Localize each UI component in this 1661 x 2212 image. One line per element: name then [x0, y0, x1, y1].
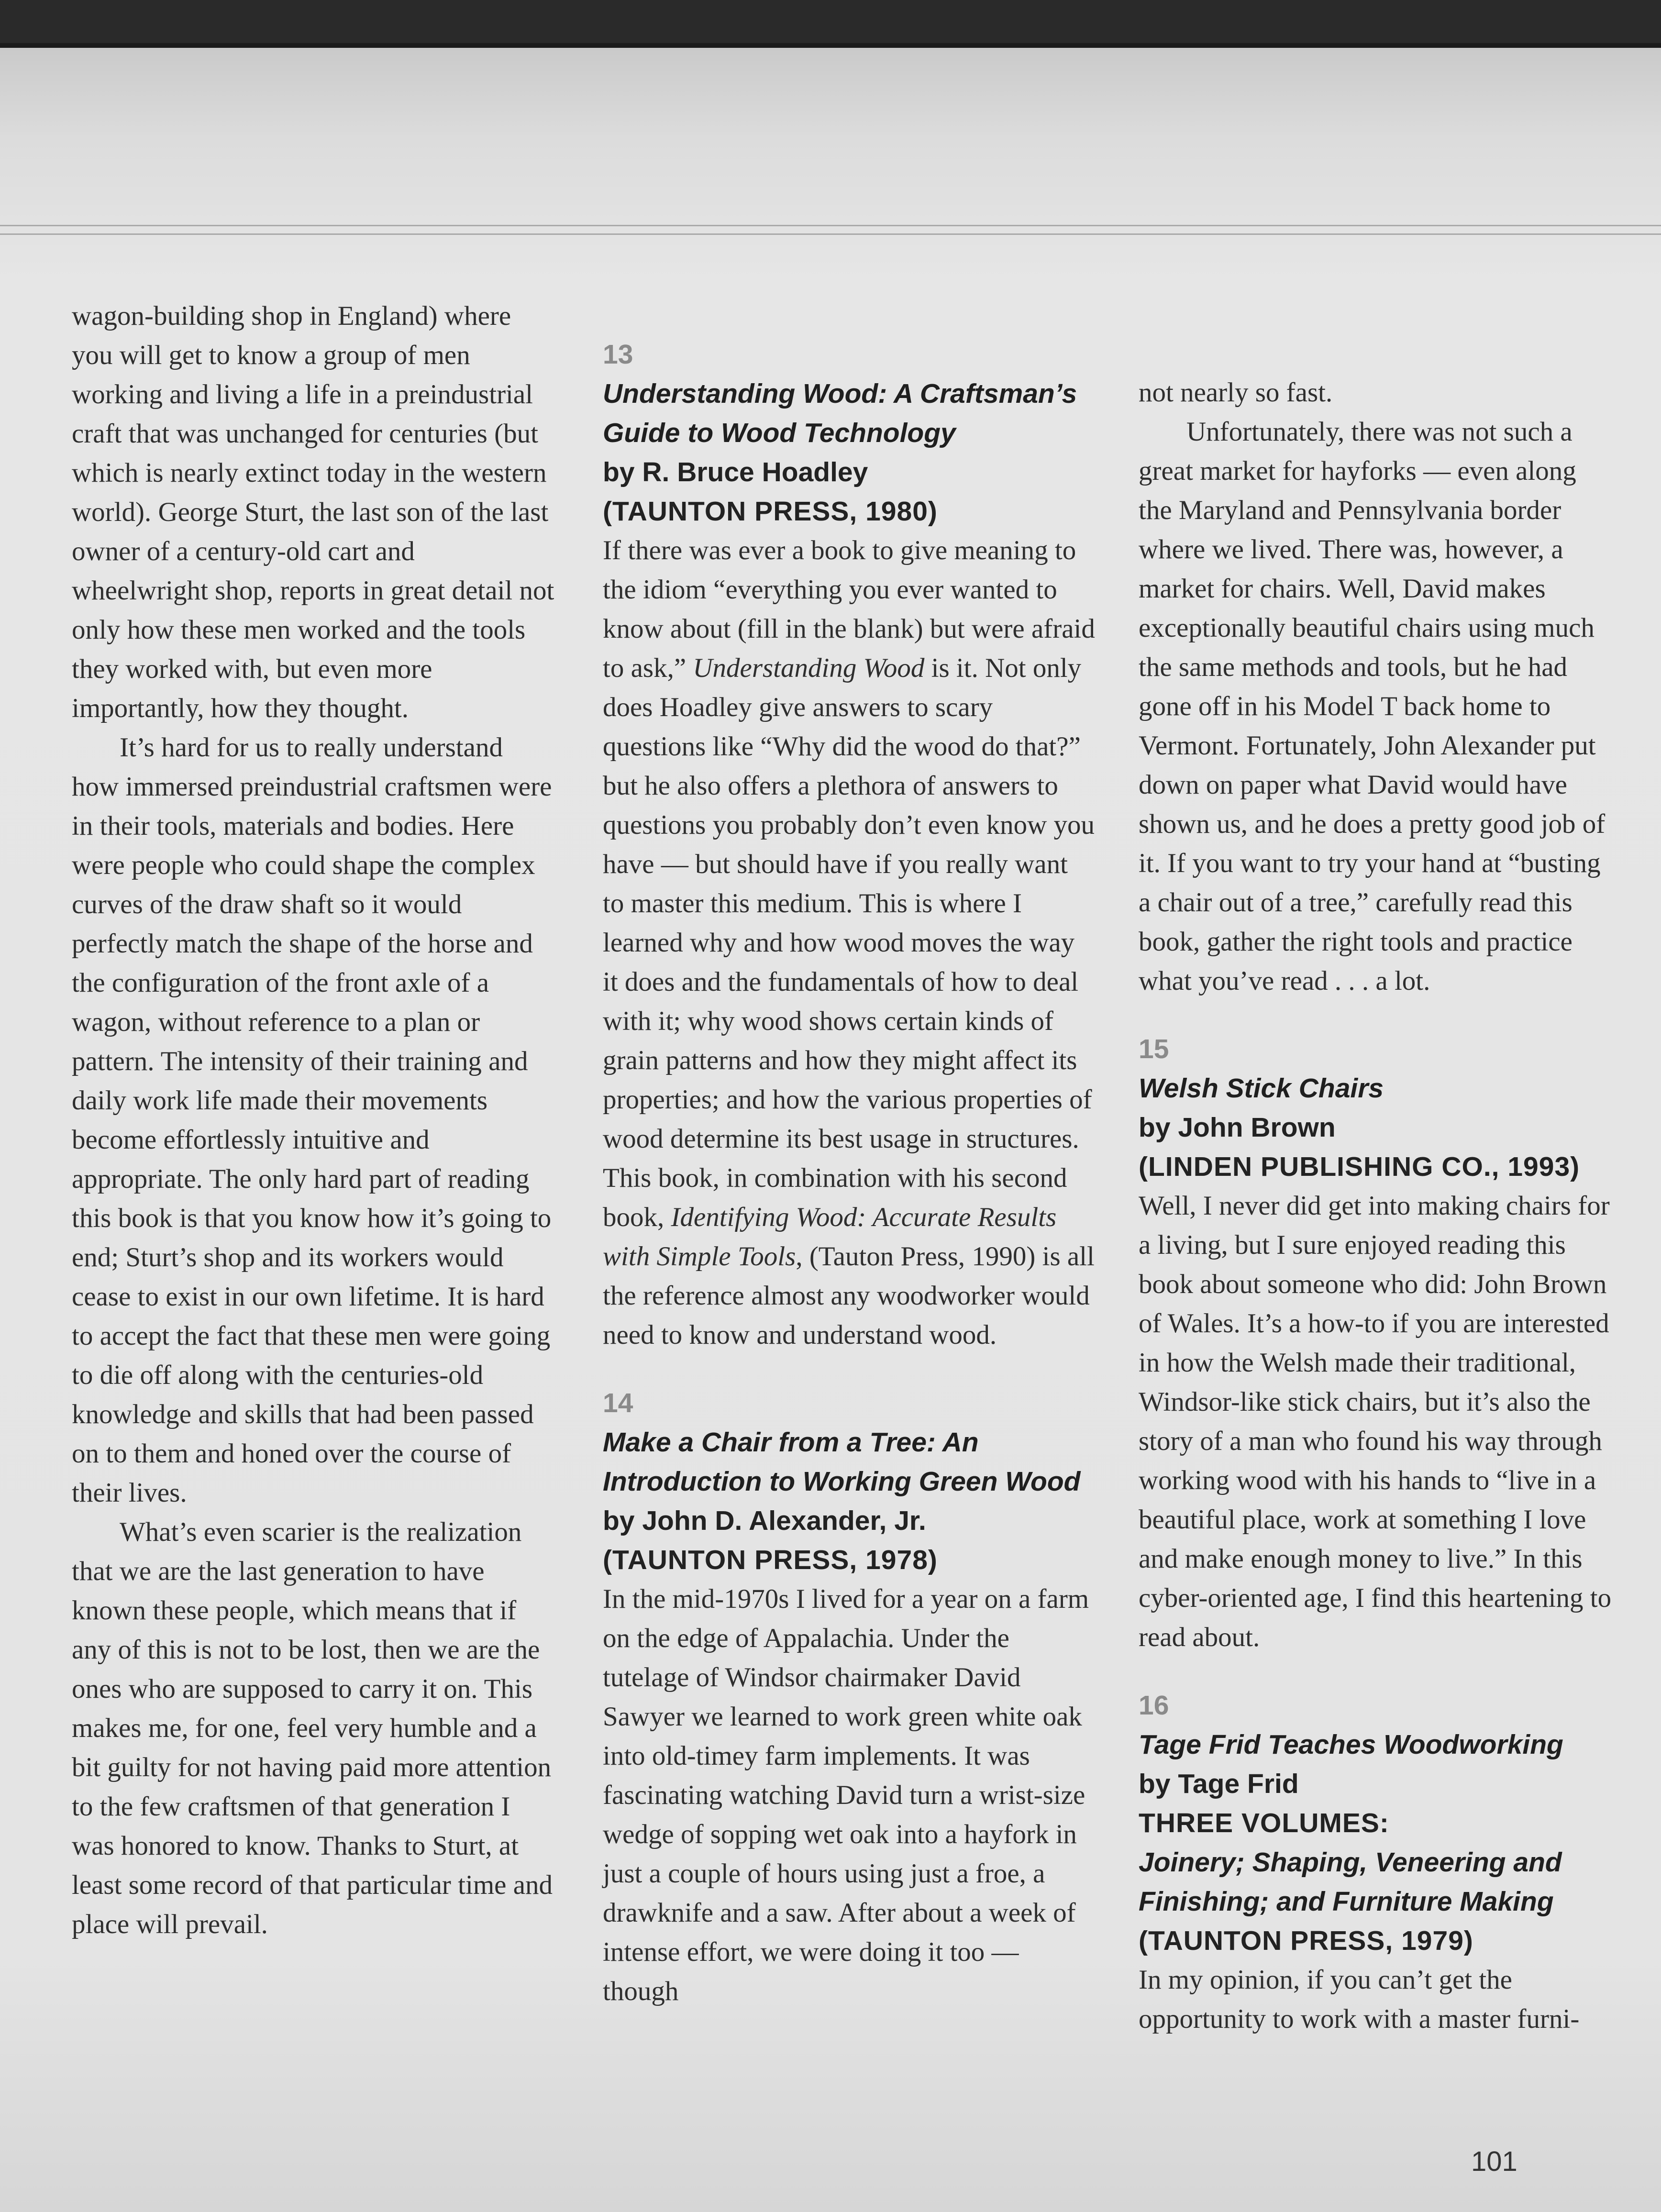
entry-body: not nearly so fast.	[1139, 377, 1333, 408]
entry-number: 14	[603, 1388, 633, 1418]
body-text: , (Tauton Press, 1990) is all the reference almost any woodworker would need to know and understand wood.	[603, 1241, 1095, 1350]
book-publisher: (TAUNTON PRESS, 1979)	[1139, 1925, 1473, 1956]
book-publisher: (LINDEN PUBLISHING CO., 1993)	[1139, 1151, 1580, 1182]
page-number: 101	[1471, 2146, 1517, 2177]
entry-number: 15	[1139, 1034, 1169, 1064]
book-publisher: (TAUNTON PRESS, 1978)	[603, 1545, 938, 1575]
book-entry-14	[603, 1383, 1096, 2011]
column-3	[1139, 373, 1612, 2068]
paragraph: It’s hard for us to really understand how immersed preindustrial craftsmen were in their tools, materials and bodies. Here were people who could shape the complex curves of the draw shaft so it would perfectly match the shape of the horse and the configuration of the front axle of a wagon, without reference to a plan or pattern. The intensity of their training and daily work life made their movements become effortlessly intuitive and appropriate. The only hard part of reading this book is that you know how it’s going to end; Sturt’s shop and its workers would cease to exist in our own lifetime. It is hard to accept the fact that these men were going to die off along with the centuries-old knowledge and skills that had been passed on to them and honed over the course of their lives.	[72, 732, 552, 1508]
volumes-label: THREE VOLUMES:	[1139, 1808, 1389, 1838]
entry-body: In the mid-1970s I lived for a year on a farm on the edge of Appalachia. Under the tutelage of Windsor chairmaker David Sawyer we learned to work green white oak into old-timey farm implements. It was fascinating watching David turn a wrist-size wedge of sopping wet oak into a hayfork in just a couple of hours using just a froe, a drawknife and a saw. After about a week of intense effort, we were doing it too — though	[603, 1584, 1089, 2006]
book-publisher: (TAUNTON PRESS, 1980)	[603, 496, 938, 527]
book-author: by Tage Frid	[1139, 1769, 1299, 1799]
book-author: by John Brown	[1139, 1112, 1336, 1143]
body-text: is it. Not only does Hoadley give answers to scary questions like “Why did the wood do that?” but he also offers a plethora of answers to questions you probably don’t even know you have — but should have if you really want to master this medium. This is where I learned why and how wood moves the way it does and the fundamentals of how to deal with it; why wood shows certain kinds of grain patterns and how they might affect its properties; and how the various properties of wood determine its best usage in structures. This book, in combination with his second book,	[603, 653, 1095, 1232]
book-title: Make a Chair from a Tree: An Introduction to Working Green Wood	[603, 1427, 1081, 1497]
book-entry-14-continued	[1139, 373, 1612, 1001]
book-title: Understanding Wood: A Craftsman’s Guide to Wood Technology	[603, 378, 1077, 448]
book-entry-13	[603, 335, 1096, 1355]
paragraph: What’s even scarier is the realization that we are the last generation to have known these people, which means that if any of this is not to be lost, then we are the ones who are supposed to carry it on. This makes me, for one, feel very humble and a bit guilty for not having paid more attention to the few craftsmen of that generation I was honored to know. Thanks to Sturt, at least some record of that particular time and place will prevail.	[72, 1517, 553, 1939]
body-italic: Identifying Wood: Accurate Results with Simple Tools	[603, 1202, 1057, 1272]
book-entry-16	[1139, 1686, 1612, 2039]
body-text: If there was ever a book to give meaning to the idiom “everything you ever wanted to know about (fill in the blank) but were afraid to ask,”	[603, 535, 1095, 683]
entry-number: 16	[1139, 1690, 1169, 1721]
header-rule	[0, 225, 1661, 226]
book-author: by John D. Alexander, Jr.	[603, 1505, 926, 1536]
entry-body: Unfortunately, there was not such a great market for hayforks — even along the Maryland and Pennsylvania border where we lived. There was, however, a market for chairs. Well, David makes exceptionally beautiful chairs using much the same methods and tools, but he had gone off in his Model T back home to Vermont. Fortunately, John Alexander put down on paper what David would have shown us, and he does a pretty good job of it. If you want to try your hand at “busting a chair out of a tree,” carefully read this book, gather the right tools and practice what you’ve read . . . a lot.	[1139, 417, 1606, 996]
book-author: by R. Bruce Hoadley	[603, 457, 868, 487]
book-page	[0, 43, 1661, 2212]
book-title: Welsh Stick Chairs	[1139, 1073, 1384, 1104]
entry-number: 13	[603, 339, 633, 370]
paragraph: wagon-building shop in England) where you will get to know a group of men working and living a life in a preindustrial craft that was unchanged for centuries (but which is nearly extinct today in the western world). George Sturt, the last son of the last owner of a century-old cart and wheelwright shop, reports in great detail not only how these men worked and the tools they worked with, but even more importantly, how they thought.	[72, 301, 554, 723]
book-entry-15	[1139, 1029, 1612, 1657]
book-title: Tage Frid Teaches Woodworking	[1139, 1729, 1563, 1760]
column-2	[603, 335, 1096, 2040]
entry-body: Well, I never did get into making chairs for a living, but I sure enjoyed reading this book about someone who did: John Brown of Wales. It’s a how-to if you are interested in how the Welsh made their traditional, Windsor-like stick chairs, but it’s also the story of a man who found his way through working wood with his hands to “live in a beautiful place, work at something I love and make enough money to live.” In this cyber-oriented age, I find this heartening to read about.	[1139, 1191, 1612, 1652]
body-italic: Understanding Wood	[693, 653, 925, 683]
entry-body	[603, 531, 1096, 1355]
volumes-title: Joinery; Shaping, Veneering and Finishing; and Furniture Making	[1139, 1847, 1562, 1917]
entry-body: In my opinion, if you can’t get the opportunity to work with a master furni-	[1139, 1965, 1580, 2034]
column-1	[72, 297, 555, 1944]
header-rule	[0, 233, 1661, 235]
